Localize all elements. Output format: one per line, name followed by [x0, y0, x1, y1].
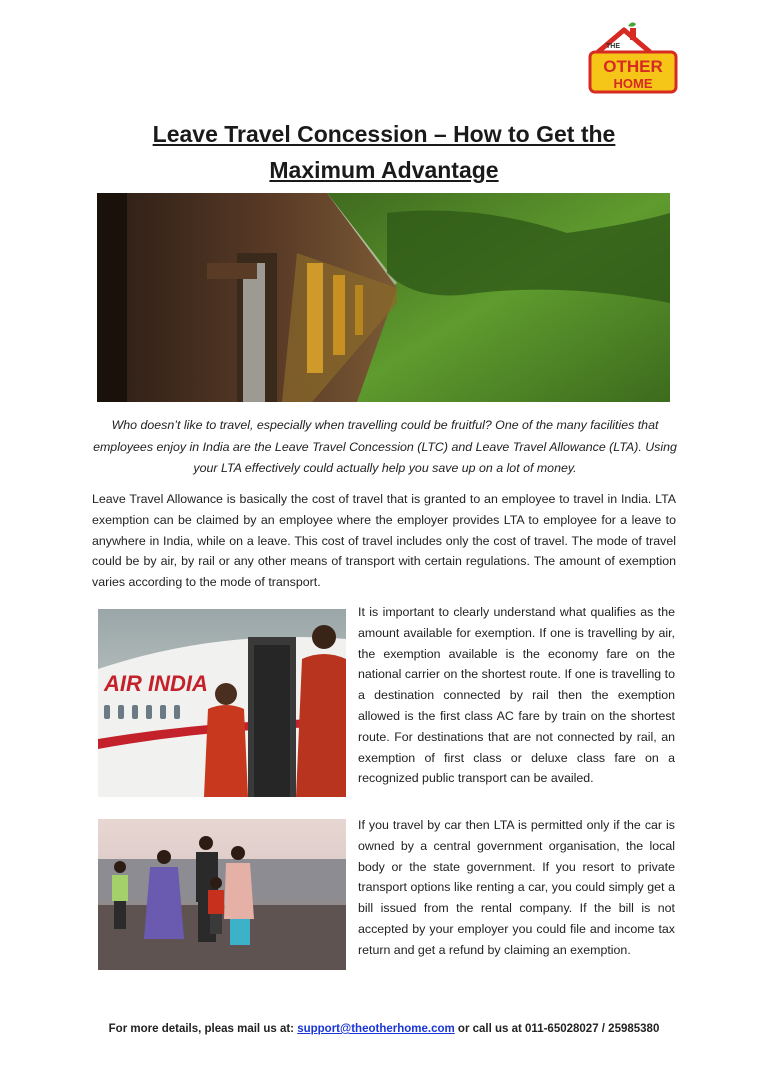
svg-text:HOME: HOME	[613, 76, 653, 91]
footer-contact	[0, 1023, 768, 1035]
paragraph-exemption-rules: It is important to clearly understand what qualifies as the amount available for exemption. If one is travelling by air, the exemption available is the economy fare on the national carrier on the shortest route. If one is travelling to a destination connected by rail then the exemption allowed is the first class AC fare by train on the shortest route. For destinations that are not connected by rail, an exemption of first class or deluxe class fare on a recognized public transport can be availed.	[358, 605, 675, 786]
paragraph-lta-definition: Leave Travel Allowance is basically the cost of travel that is granted to an employee to travel in India. LTA exemption can be claimed by an employee where the employer provides LTA to employee for a leave to anywhere in India, while on a leave. This cost of travel includes only the cost of travel. The mode of travel could be by air, by rail or any other means of transport with certain regulations. The amount of exemption varies according to the mode of transport.	[92, 492, 676, 590]
the-other-home-logo	[584, 22, 680, 96]
svg-text:THE: THE	[606, 43, 620, 50]
support-email-link[interactable]: support@theotherhome.com	[297, 1023, 455, 1035]
air-india-photo	[98, 609, 346, 797]
svg-text:OTHER: OTHER	[603, 57, 663, 76]
footer-suffix: or call us at 011-65028027 / 25985380	[454, 1023, 660, 1035]
paragraph-car-travel: If you travel by car then LTA is permitted only if the car is owned by a central government organisation, the local body or the state government. If you resort to private transport options like renting a car, you could simply get a bill issued from the rental company. If the bill is not accepted by your employer you could file and income tax return and get a refund by claiming an exemption.	[358, 818, 675, 957]
intro-paragraph: Who doesn’t like to travel, especially when travelling could be fruitful? One of the many facilities that employees enjoy in India are the Leave Travel Concession (LTC) and Leave Travel Allowance (LTA). Using your LTA effectively could actually help you save up on a lot of money.	[93, 418, 677, 475]
svg-text:AIR INDIA: AIR INDIA	[104, 671, 208, 696]
page-title: Leave Travel Concession – How to Get the Maximum Advantage	[152, 121, 616, 183]
family-beach-photo	[98, 819, 346, 970]
train-photo	[97, 193, 670, 402]
footer-prefix: For more details, pleas mail us at:	[108, 1023, 298, 1035]
